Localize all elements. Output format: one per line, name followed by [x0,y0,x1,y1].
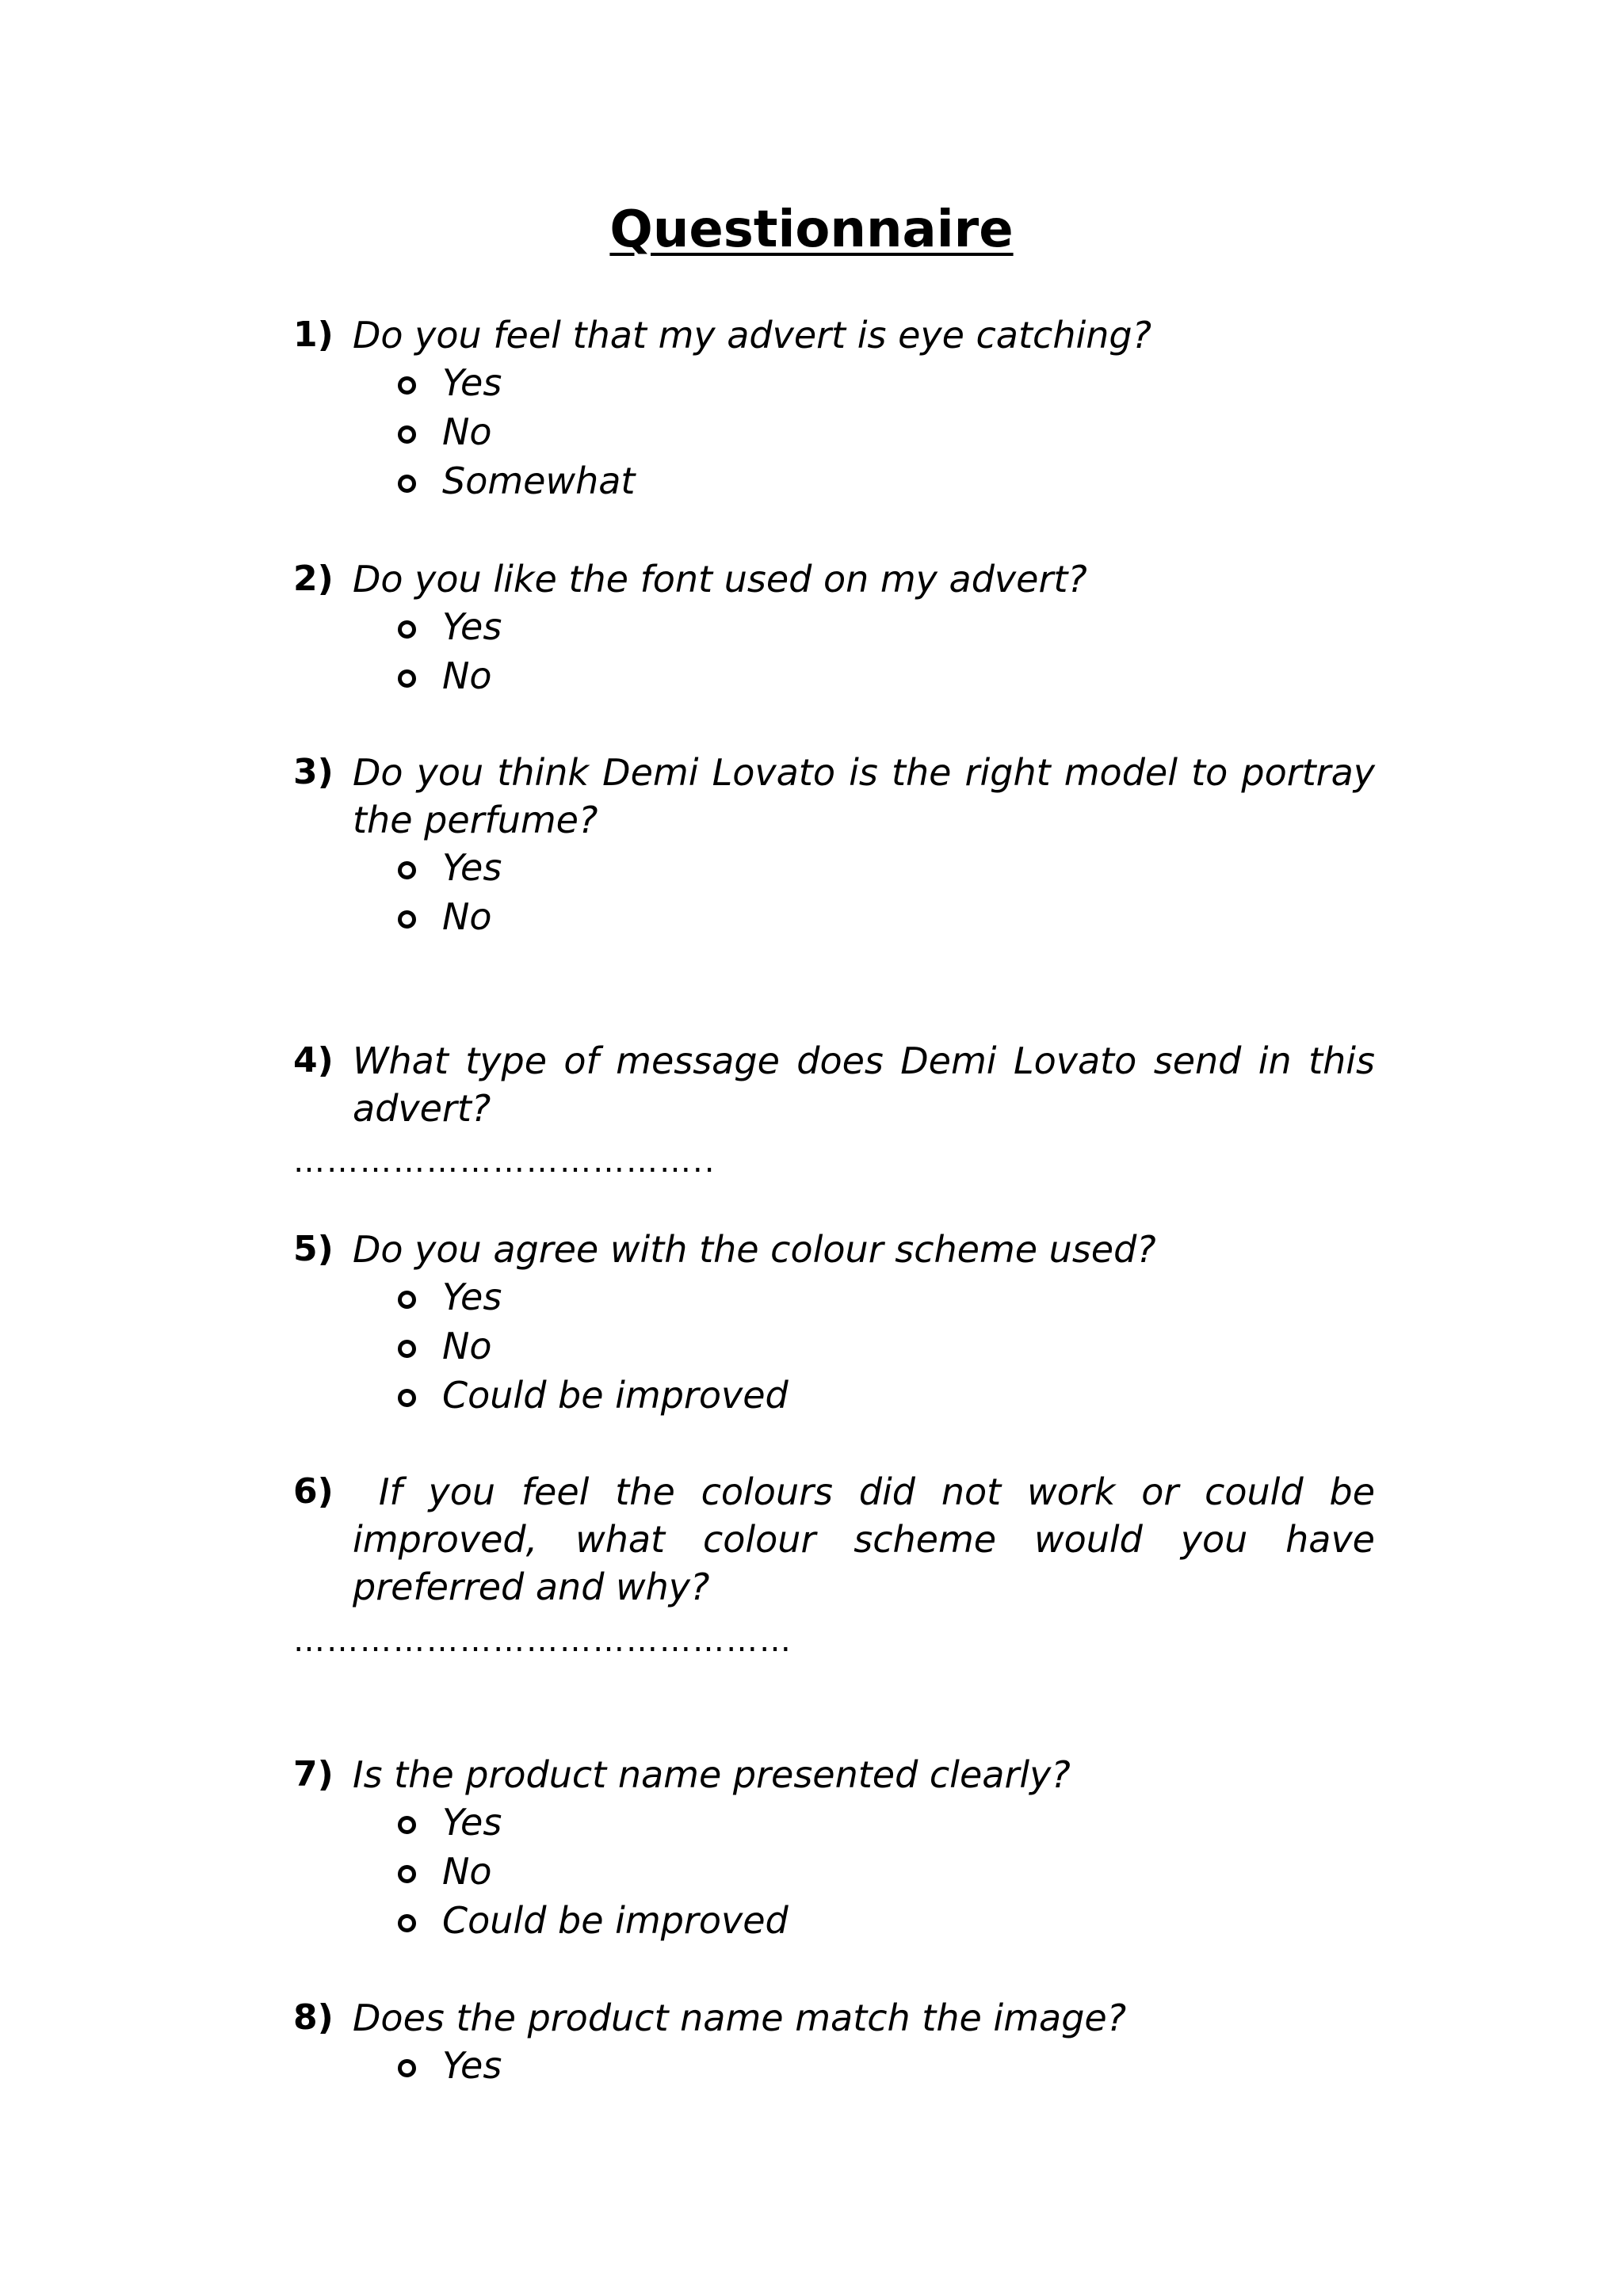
answer-option[interactable] [293,2042,1375,2091]
question-4 [293,1037,1375,1132]
circle-bullet-icon [398,861,416,879]
answer-option[interactable] [293,457,1375,506]
question-number: 4) [293,1040,334,1081]
page-title: Questionnaire [609,200,1014,259]
question-text: Do you think Demi Lovato is the right model to portray the perfume? [353,751,1375,841]
circle-bullet-icon [398,1389,416,1407]
circle-bullet-icon [398,1816,416,1834]
circle-bullet-icon [398,2059,416,2077]
question-text: If you feel the colours did not work or could be improved, what colour scheme would you have preferred and why? [353,1470,1387,1608]
option-label: Yes [442,846,502,889]
answer-option[interactable] [293,1848,1375,1897]
question-5 [293,1226,1375,1421]
question-text: Is the product name presented clearly? [353,1753,1071,1796]
answer-option[interactable] [293,1322,1375,1371]
question-text: What type of message does Demi Lovato send in this advert? [353,1039,1375,1130]
answer-option[interactable] [293,359,1375,408]
answer-option[interactable] [293,652,1375,701]
option-label: Could be improved [442,1899,789,1942]
answer-option[interactable] [293,1897,1375,1946]
option-label: Yes [442,361,502,404]
question-number: 3) [293,752,334,792]
answer-options [293,1273,1375,1421]
answer-option[interactable] [293,893,1375,942]
answer-option[interactable] [293,844,1375,893]
answer-options [293,2042,1375,2091]
circle-bullet-icon [398,376,416,395]
question-3 [293,749,1375,942]
circle-bullet-icon [398,1865,416,1883]
option-label: No [442,895,492,938]
answer-options [293,603,1375,701]
question-8 [293,1994,1375,2091]
answer-option[interactable] [293,1371,1375,1421]
circle-bullet-icon [398,475,416,493]
option-label: Yes [442,1276,502,1318]
answer-option[interactable] [293,408,1375,457]
question-7 [293,1751,1375,1946]
option-label: No [442,1850,492,1893]
answer-line[interactable]: ……………………………….. [293,1143,716,1180]
circle-bullet-icon [398,1914,416,1932]
option-label: No [442,654,492,697]
question-number: 2) [293,559,334,599]
answer-options [293,1798,1375,1946]
option-label: Yes [442,2044,502,2087]
answer-line[interactable]: ……………………………………… [293,1623,792,1659]
question-number: 1) [293,315,334,355]
answer-option[interactable] [293,1798,1375,1848]
question-1 [293,311,1375,506]
circle-bullet-icon [398,1340,416,1358]
question-2 [293,555,1375,701]
question-number: 6) [293,1471,334,1512]
question-number: 8) [293,1997,334,2038]
answer-option[interactable] [293,603,1375,652]
question-number: 5) [293,1229,334,1269]
circle-bullet-icon [398,669,416,688]
circle-bullet-icon [398,425,416,444]
answer-options [293,844,1375,942]
option-label: Yes [442,1801,502,1844]
option-label: No [442,1325,492,1367]
circle-bullet-icon [398,1291,416,1309]
question-6 [293,1468,1387,1611]
option-label: Yes [442,605,502,648]
option-label: Somewhat [442,460,636,502]
answer-option[interactable] [293,1273,1375,1322]
question-text: Do you agree with the colour scheme used? [353,1228,1156,1271]
answer-options [293,359,1375,506]
question-text: Does the product name match the image? [353,1997,1127,2039]
option-label: Could be improved [442,1374,789,1417]
circle-bullet-icon [398,910,416,929]
question-number: 7) [293,1754,334,1794]
question-text: Do you like the font used on my advert? [353,558,1087,601]
option-label: No [442,410,492,453]
circle-bullet-icon [398,620,416,639]
question-text: Do you feel that my advert is eye catching? [353,314,1152,357]
